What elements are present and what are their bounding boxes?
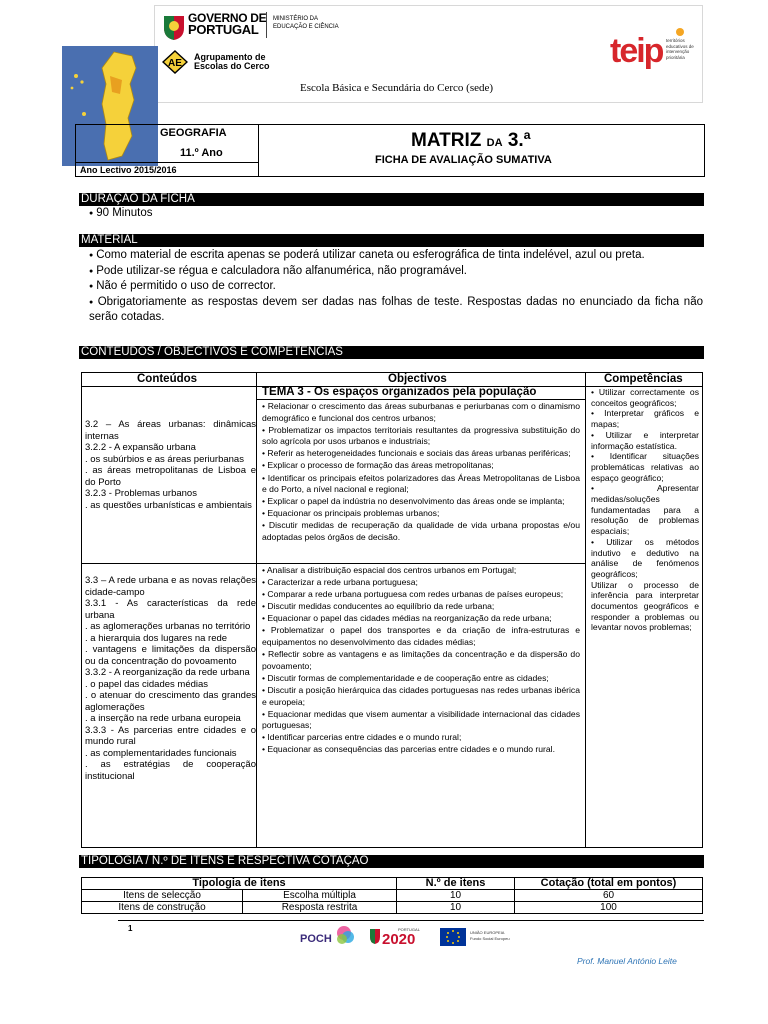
matriz-da: DA [486, 137, 503, 149]
objectivo-item: • Discutir medidas conducentes ao equilíbrio da rede urbana; [262, 601, 495, 612]
competencia-item: • Interpretar gráficos e mapas; [591, 408, 699, 430]
objectivo-item: • Equacionar os principais problemas urbanos; [262, 508, 440, 519]
material-list [89, 248, 703, 325]
objectivo-item: • Caracterizar a rede urbana portuguesa; [262, 577, 418, 588]
eu-flag-logo [440, 928, 510, 946]
row-divider [82, 563, 585, 564]
eu-label: UNIÃO EUROPEIA [470, 930, 505, 935]
objectivo-item: • Identificar parcerias entre cidades e o mundo rural; [262, 732, 462, 743]
objectivo-item: • Analisar a distribuição espacial dos centros urbanos em Portugal; [262, 565, 517, 575]
table-row [82, 902, 703, 914]
col-tipologia: Tipologia de itens [82, 878, 397, 890]
col-objectivos: Objectivos [388, 373, 447, 385]
page-number: 1 [128, 924, 133, 933]
objectivo-item: • Discutir medidas de recuperação da qualidade de vida urbana propostas e/ou adoptadas pelos órgãos de decisão. [262, 520, 580, 543]
col-competencias: Competências [604, 373, 683, 385]
eu-fund: Fundo Social Europeu [470, 936, 510, 941]
row1-conteudos [85, 419, 256, 511]
conteudo-item: . as áreas metropolitanas de Lisboa e do Porto [85, 465, 256, 488]
tipologia-table [81, 877, 703, 914]
conteudo-item: 3.3.2 - A reorganização da rede urbana [85, 667, 250, 678]
objectivo-item: • Explicar o processo de formação das áreas metropolitanas; [262, 460, 494, 471]
tipologia-heading: TIPOLOGIA / N.º DE ÍTENS E RESPECTIVA COTAÇÃO [79, 855, 704, 868]
objectivo-item: • Identificar os principais efeitos polarizadores das Áreas Metropolitanas de Lisboa e do Porto, a nível nacional e regional; [262, 472, 580, 495]
title-divider [76, 162, 258, 163]
col-cotacao: Cotação (total em pontos) [515, 878, 703, 890]
duracao-heading: DURAÇÃO DA FICHA [79, 193, 704, 206]
objectivo-item: • Discutir formas de complementaridade e de cooperação entre as cidades; [262, 672, 549, 683]
competencias-list [591, 387, 699, 633]
author-signature: Prof. Manuel António Leite [577, 956, 677, 966]
row2-objectivos [262, 565, 580, 757]
ae-text [194, 53, 270, 71]
matriz-title [411, 130, 531, 152]
objectivo-item: • Explicar o papel da indústria no desenvolvimento das áreas onde se implanta; [262, 496, 565, 507]
objectivo-item: • Problematizar os impactos territoriais resultantes da progressiva substituição do solo agrícola por usos urbanos e industriais; [262, 424, 580, 447]
portugal2020-text: 2020 [382, 931, 416, 948]
ministry-text: MINISTÉRIO DA EDUCAÇÃO E CIÊNCIA [273, 16, 339, 30]
conteudos-table [81, 372, 703, 848]
tipo-cell: Itens de selecção [82, 890, 243, 902]
conteudo-item: . as questões urbanísticas e ambientais [85, 499, 252, 511]
competencia-item: • Apresentar medidas/soluções fundamentadas para a resolução de problemas espaciais; [591, 483, 699, 537]
conteudos-heading: CONTEÚDOS / OBJECTIVOS E COMPETÊNCIAS [79, 346, 704, 359]
tema-title: TEMA 3 - Os espaços organizados pela população [262, 386, 537, 398]
col-divider-2 [585, 373, 586, 847]
poch-logo [300, 926, 354, 945]
objectivo-item: • Equacionar o papel das cidades médias na reorganização da rede urbana; [262, 613, 552, 624]
teip-subtitle: territórios educativos de intervenção prioritária [666, 38, 694, 60]
tipo-cell: Itens de construção [82, 902, 243, 914]
conteudo-item: 3.3.3 - As parcerias entre cidades e o mundo rural [85, 724, 256, 747]
subtipo-cell: Escolha múltipla [243, 890, 397, 902]
table-row [82, 890, 703, 902]
ano-lectivo: Ano Lectivo 2015/2016 [80, 165, 177, 175]
conteudo-item: 3.2.3 - Problemas urbanos [85, 488, 197, 499]
subject: GEOGRAFIA [160, 127, 227, 139]
school-year: 11.º Ano [180, 147, 223, 159]
competencia-item: • Identificar situações problemáticas relativas ao espaço geográfico; [591, 451, 699, 483]
table-header-row [82, 878, 703, 890]
objectivo-item: • Discutir a posição hierárquica das cidades portuguesas nas redes urbanas ibérica e europeia; [262, 684, 580, 707]
numero-cell: 10 [397, 902, 515, 914]
tema-underline [256, 399, 585, 400]
conteudo-item: . o atenuar do crescimento das grandes aglomerações [85, 690, 256, 713]
conteudo-item: . a hierarquia dos lugares na rede [85, 632, 228, 644]
duracao-list [89, 206, 703, 222]
header-underline-left [82, 386, 256, 387]
objectivo-item: • Referir as heterogeneidades funcionais e sociais das áreas urbanas periféricas; [262, 448, 571, 459]
material-item: ● Não é permitido o uso de corrector. [89, 279, 703, 295]
competencia-item: Utilizar o processo de inferência para interpretar documentos geográficos e responder a problemas ou levantar novos problemas; [591, 579, 699, 633]
cotacao-cell: 60 [515, 890, 703, 902]
conteudo-item: . a inserção na rede urbana europeia [85, 713, 241, 724]
competencia-item: • Utilizar correctamente os conceitos geográficos; [591, 387, 699, 408]
competencia-item: • Utilizar e interpretar informação estatística. [591, 429, 699, 451]
ae-logo-icon [162, 50, 188, 74]
school-name: Escola Básica e Secundária do Cerco (sede) [300, 82, 494, 94]
objectivo-item: • Reflectir sobre as vantagens e as limitações da concentração e da dispersão do povoamento; [262, 649, 580, 671]
funding-logos [298, 923, 538, 949]
ae-logo [162, 50, 188, 79]
conteudo-item: 3.3.1 - As características da rede urbana [85, 598, 256, 621]
objectivo-item: • Equacionar medidas que visem aumentar a visibilidade internacional das cidades portuguesas; [262, 708, 580, 731]
conteudo-item: 3.2.2 - A expansão urbana [85, 442, 196, 453]
gov-line2: PORTUGAL [188, 22, 259, 37]
material-item: ● Como material de escrita apenas se poderá utilizar caneta ou esferográfica de tinta indelével, azul ou preta. [89, 248, 703, 264]
portugal2020-top: PORTUGAL [398, 927, 420, 932]
objectivo-item: • Problematizar o papel dos transportes e da criação de infra-estruturas e equipamentos no desenvolvimento das cidades médias; [262, 625, 580, 648]
material-item: ● Pode utilizar-se régua e calculadora não alfanumérica, não programável. [89, 264, 703, 280]
gov-portugal-text [188, 13, 266, 35]
teip-logo-text: teip [610, 32, 663, 70]
conteudo-item: . as aglomerações urbanas no território [85, 621, 251, 632]
duracao-item: ● 90 Minutos [89, 206, 703, 222]
objectivo-item: • Comparar a rede urbana portuguesa com redes urbanas de países europeus; [262, 589, 564, 600]
objectivo-item: • Equacionar as consequências das parcerias entre cidades e o mundo rural. [262, 744, 555, 755]
material-heading: MATERIAL [79, 234, 704, 247]
matriz-word: MATRIZ [411, 130, 482, 151]
matriz-number: 3.ª [507, 130, 531, 151]
title-left-cell [76, 125, 259, 176]
numero-cell: 10 [397, 890, 515, 902]
col-divider-1 [256, 373, 257, 847]
row1-objectivos [262, 401, 580, 544]
footer-divider [118, 920, 704, 921]
gov-separator [266, 12, 267, 38]
portugal2020-logo [370, 927, 421, 948]
subtipo-cell: Resposta restrita [243, 902, 397, 914]
objectivo-item: • Relacionar o crescimento das áreas suburbanas e periurbanas com o dinamismo demográfico e funcional dos centros urbanos; [262, 401, 580, 423]
gov-line1: GOVERNO DE [188, 11, 267, 25]
cotacao-cell: 100 [515, 902, 703, 914]
col-conteudos: Conteúdos [137, 373, 198, 385]
conteudo-item: . as complementaridades funcionais [85, 747, 237, 759]
ae-line1: Agrupamento de [194, 52, 266, 62]
material-item: ● Obrigatoriamente as respostas devem ser dadas nas folhas de teste. Respostas dadas no enunciado da ficha não serão cotadas. [89, 295, 703, 325]
ae-initials: AE [168, 58, 182, 69]
row2-conteudos [85, 575, 256, 782]
conteudo-item: . as estratégias de cooperação institucional [85, 759, 256, 782]
competencia-item: • Utilizar os métodos indutivo e dedutivo na análise de fenómenos geográficos; [591, 536, 699, 579]
title-block [75, 124, 705, 177]
ficha-title: FICHA DE AVALIAÇÃO SUMATIVA [375, 154, 552, 166]
conteudo-item: 3.2 – As áreas urbanas: dinâmicas internas [85, 419, 256, 442]
col-numero: N.º de itens [397, 878, 515, 890]
conteudo-item: 3.3 – A rede urbana e as novas relações cidade-campo [85, 575, 256, 598]
ae-line2: Escolas do Cerco [194, 61, 270, 71]
conteudo-item: . vantagens e limitações da dispersão ou da concentração do povoamento [85, 644, 256, 667]
conteudo-item: . os subúrbios e as áreas periurbanas [85, 453, 244, 465]
poch-text: POCH [300, 933, 332, 945]
conteudo-item: . o papel das cidades médias [85, 678, 209, 690]
